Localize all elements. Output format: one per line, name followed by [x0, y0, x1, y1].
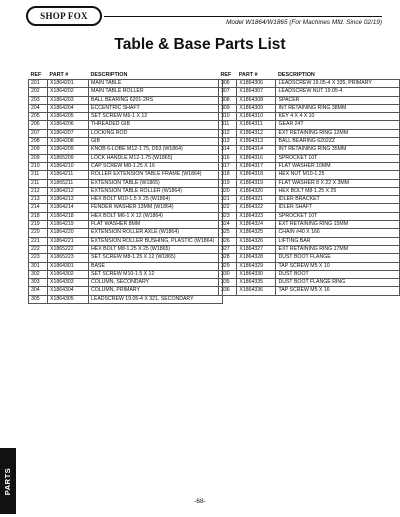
- description-cell: GEAR 24T: [276, 121, 400, 129]
- description-cell: CHAIN #40 X 166: [276, 229, 400, 237]
- ref-cell: 219: [29, 221, 48, 229]
- part-number-cell: X1864203: [48, 96, 89, 104]
- part-number-cell: X1864209: [48, 146, 89, 154]
- part-number-cell: X1864214: [48, 204, 89, 212]
- part-number-cell: X1864304: [48, 287, 89, 295]
- table-row: [219, 196, 400, 204]
- part-number-cell: X1864313: [237, 138, 276, 146]
- description-cell: SET SCREW M6-1 X 12: [89, 113, 223, 121]
- table-row: [29, 287, 223, 295]
- part-number-cell: X1864212: [48, 187, 89, 195]
- table-row: [29, 146, 223, 154]
- part-number-cell: X1864302: [48, 270, 89, 278]
- table-row: [29, 129, 223, 137]
- part-number-cell: X1864219: [48, 221, 89, 229]
- table-row: [219, 221, 400, 229]
- description-cell: HEX BOLT M8-1.25 X 25: [276, 187, 400, 195]
- table-row: [219, 162, 400, 170]
- part-number-cell: X1865223: [48, 254, 89, 262]
- description-cell: EXT RETAINING RING 17MM: [276, 245, 400, 253]
- part-number-cell: X1864317: [237, 162, 276, 170]
- part-number-cell: X1864208: [48, 138, 89, 146]
- ref-cell: 306: [219, 80, 237, 88]
- part-number-cell: X1864221: [48, 237, 89, 245]
- ref-cell: 209: [29, 146, 48, 154]
- table-row: [29, 270, 223, 278]
- table-header-row: [29, 71, 223, 80]
- part-number-cell: X1864213: [48, 196, 89, 204]
- part-number-cell: X1864205: [48, 113, 89, 121]
- description-cell: DUST BOOT FLANGE: [276, 254, 400, 262]
- table-row: [219, 88, 400, 96]
- description-cell: TAP SCREW M5 X 16: [276, 287, 400, 295]
- part-number-cell: X1864325: [237, 229, 276, 237]
- description-cell: LOCK HANDLE M12-1.75 (W1865): [89, 154, 223, 162]
- table-row: [219, 229, 400, 237]
- table-row: [29, 96, 223, 104]
- ref-cell: 202: [29, 88, 48, 96]
- parts-table-right: [218, 71, 400, 296]
- table-row: [29, 229, 223, 237]
- table-row: [219, 204, 400, 212]
- part-number-cell: X1864322: [237, 204, 276, 212]
- part-number-cell: X1864323: [237, 212, 276, 220]
- description-cell: EXTENSION ROLLER BUSHING, PLASTIC (W1864): [89, 237, 223, 245]
- description-cell: COLUMN, PRIMARY: [89, 287, 223, 295]
- description-cell: TAP SCREW M5 X 10: [276, 262, 400, 270]
- description-cell: THREADED GIB: [89, 121, 223, 129]
- ref-cell: 327: [219, 245, 237, 253]
- ref-cell: 208: [29, 138, 48, 146]
- ref-cell: 321: [219, 196, 237, 204]
- table-row: [219, 96, 400, 104]
- ref-cell: 336: [219, 287, 237, 295]
- description-cell: IDLER BRACKET: [276, 196, 400, 204]
- description-cell: HEX BOLT M10-1.5 X 25 (W1864): [89, 196, 223, 204]
- part-number-cell: X1864211: [48, 171, 89, 179]
- description-cell: EXT RETAINING RING 15MM: [276, 221, 400, 229]
- description-cell: MAIN TABLE: [89, 80, 223, 88]
- ref-cell: 322: [219, 204, 237, 212]
- part-number-cell: X1864201: [48, 80, 89, 88]
- ref-cell: 304: [29, 287, 48, 295]
- parts-table-right-body: [219, 80, 400, 296]
- ref-cell: 325: [219, 229, 237, 237]
- description-cell: SPROCKET 10T: [276, 154, 400, 162]
- part-number-cell: X1864220: [48, 229, 89, 237]
- ref-cell: 323: [219, 212, 237, 220]
- part-number-cell: X1864207: [48, 129, 89, 137]
- table-row: [29, 154, 223, 162]
- description-cell: BALL BEARING 6201-2RS: [89, 96, 223, 104]
- description-cell: SPACER: [276, 96, 400, 104]
- part-number-cell: X1864310: [237, 113, 276, 121]
- part-number-cell: X1864206: [48, 121, 89, 129]
- table-row: [29, 221, 223, 229]
- ref-cell: 302: [29, 270, 48, 278]
- part-number-cell: X1864330: [237, 270, 276, 278]
- table-row: [219, 270, 400, 278]
- part-number-cell: X1864306: [237, 80, 276, 88]
- ref-cell: 218: [29, 212, 48, 220]
- description-cell: HEX BOLT M6-1 X 12 (W1864): [89, 212, 223, 220]
- page-title: Table & Base Parts List: [114, 36, 286, 53]
- ref-cell: 319: [219, 179, 237, 187]
- ref-cell: 303: [29, 279, 48, 287]
- part-number-cell: X1864218: [48, 212, 89, 220]
- description-cell: LEADSCREW NUT 19.05-4: [276, 88, 400, 96]
- table-row: [29, 113, 223, 121]
- ref-cell: 335: [219, 279, 237, 287]
- part-number-cell: X1864326: [237, 237, 276, 245]
- part-number-cell: X1864305: [48, 295, 89, 303]
- table-row: [29, 187, 223, 195]
- parts-table-left: [28, 71, 223, 304]
- table-row: [219, 212, 400, 220]
- description-cell: BALL BEARING 6202ZZ: [276, 138, 400, 146]
- table-row: [219, 113, 400, 121]
- model-label: Model W1864/W1865 (For Machines Mfd. Since 02/19): [226, 19, 382, 26]
- part-number-cell: X1864327: [237, 245, 276, 253]
- ref-cell: 204: [29, 104, 48, 112]
- table-row: [219, 80, 400, 88]
- part-number-cell: X1864202: [48, 88, 89, 96]
- part-number-cell: X1864308: [237, 96, 276, 104]
- ref-cell: 209: [29, 154, 48, 162]
- ref-cell: 316: [219, 154, 237, 162]
- table-row: [219, 104, 400, 112]
- description-cell: LIFTING BAR: [276, 237, 400, 245]
- ref-cell: 320: [219, 187, 237, 195]
- part-number-cell: X1864335: [237, 279, 276, 287]
- ref-cell: 308: [219, 96, 237, 104]
- part-number-cell: X1865209: [48, 154, 89, 162]
- col-description-header: DESCRIPTION: [90, 72, 128, 78]
- description-cell: HEX NUT M10-1.25: [276, 171, 400, 179]
- description-cell: COLUMN, SECONDARY: [89, 279, 223, 287]
- table-row: [29, 162, 223, 170]
- ref-cell: 222: [29, 245, 48, 253]
- ref-cell: 311: [219, 121, 237, 129]
- ref-cell: 206: [29, 121, 48, 129]
- part-number-cell: X1864316: [237, 154, 276, 162]
- ref-cell: 312: [219, 129, 237, 137]
- table-header-row: [219, 71, 400, 80]
- ref-cell: 318: [219, 171, 237, 179]
- table-row: [219, 138, 400, 146]
- table-row: [29, 245, 223, 253]
- description-cell: DUST BOOT: [276, 270, 400, 278]
- part-number-cell: X1865222: [48, 245, 89, 253]
- table-row: [29, 237, 223, 245]
- ref-cell: 223: [29, 254, 48, 262]
- description-cell: ROLLER EXTENSION TABLE FRAME (W1864): [89, 171, 223, 179]
- logo-text: SHOP FOX: [40, 11, 88, 21]
- description-cell: LEADSCREW 19.05-4 X 321, SECONDARY: [89, 295, 223, 303]
- ref-cell: 324: [219, 221, 237, 229]
- table-row: [219, 287, 400, 295]
- part-number-cell: X1864303: [48, 279, 89, 287]
- description-cell: MAIN TABLE ROLLER: [89, 88, 223, 96]
- ref-cell: 313: [219, 138, 237, 146]
- description-cell: EXTENSION ROLLER AXLE (W1864): [89, 229, 223, 237]
- ref-cell: 307: [219, 88, 237, 96]
- col-ref-header: REF: [220, 72, 232, 78]
- ref-cell: 214: [29, 204, 48, 212]
- table-row: [219, 245, 400, 253]
- table-row: [29, 204, 223, 212]
- part-number-cell: X1864329: [237, 262, 276, 270]
- part-number-cell: X1864210: [48, 162, 89, 170]
- description-cell: INT RETAINING RING 38MM: [276, 104, 400, 112]
- col-description-header: DESCRIPTION: [277, 72, 315, 78]
- ref-cell: 205: [29, 113, 48, 121]
- part-number-cell: X1864324: [237, 221, 276, 229]
- description-cell: SET SCREW M8-1.25 X 12 (W1865): [89, 254, 223, 262]
- part-number-cell: X1864336: [237, 287, 276, 295]
- table-row: [29, 212, 223, 220]
- part-number-cell: X1864309: [237, 104, 276, 112]
- col-part-header: PART #: [238, 72, 258, 78]
- table-row: [29, 295, 223, 303]
- description-cell: INT RETAINING RING 35MM: [276, 146, 400, 154]
- part-number-cell: X1864318: [237, 171, 276, 179]
- part-number-cell: X1864307: [237, 88, 276, 96]
- page-number: -68-: [194, 498, 206, 505]
- description-cell: DUST BOOT FLANGE RING: [276, 279, 400, 287]
- table-row: [29, 171, 223, 179]
- ref-cell: 210: [29, 162, 48, 170]
- ref-cell: 309: [219, 104, 237, 112]
- table-row: [219, 154, 400, 162]
- ref-cell: 213: [29, 196, 48, 204]
- ref-cell: 201: [29, 80, 48, 88]
- parts-table-left-body: [29, 80, 223, 304]
- ref-cell: 314: [219, 146, 237, 154]
- table-row: [219, 171, 400, 179]
- description-cell: GIB: [89, 138, 223, 146]
- description-cell: FLAT WASHER 10MM: [276, 162, 400, 170]
- table-row: [29, 279, 223, 287]
- ref-cell: 207: [29, 129, 48, 137]
- description-cell: FENDER WASHER 13MM (W1864): [89, 204, 223, 212]
- table-row: [29, 254, 223, 262]
- part-number-cell: X1864321: [237, 196, 276, 204]
- part-number-cell: X1864314: [237, 146, 276, 154]
- table-row: [219, 129, 400, 137]
- ref-cell: 310: [219, 113, 237, 121]
- table-row: [29, 138, 223, 146]
- table-row: [219, 146, 400, 154]
- description-cell: EXTENSION TABLE (W1865): [89, 179, 223, 187]
- part-number-cell: X1864301: [48, 262, 89, 270]
- ref-cell: 211: [29, 179, 48, 187]
- ref-cell: 221: [29, 237, 48, 245]
- table-row: [219, 187, 400, 195]
- part-number-cell: X1865211: [48, 179, 89, 187]
- description-cell: FLAT WASHER 8MM: [89, 221, 223, 229]
- col-ref-header: REF: [30, 72, 42, 78]
- description-cell: CAP SCREW M8-1.25 X 16: [89, 162, 223, 170]
- table-row: [29, 179, 223, 187]
- side-tab-label: PARTS: [3, 467, 13, 495]
- ref-cell: 326: [219, 237, 237, 245]
- part-number-cell: X1864312: [237, 129, 276, 137]
- part-number-cell: X1864311: [237, 121, 276, 129]
- ref-cell: 203: [29, 96, 48, 104]
- table-row: [29, 196, 223, 204]
- table-row: [29, 121, 223, 129]
- table-row: [29, 80, 223, 88]
- shop-fox-logo: [26, 6, 102, 26]
- ref-cell: 301: [29, 262, 48, 270]
- part-number-cell: X1864319: [237, 179, 276, 187]
- header-rule: [104, 16, 382, 17]
- ref-cell: 328: [219, 254, 237, 262]
- description-cell: EXTENSION TABLE ROLLER (W1864): [89, 187, 223, 195]
- description-cell: IDLER SHAFT: [276, 204, 400, 212]
- description-cell: SET SCREW M10-1.5 X 12: [89, 270, 223, 278]
- table-row: [219, 237, 400, 245]
- part-number-cell: X1864328: [237, 254, 276, 262]
- ref-cell: 220: [29, 229, 48, 237]
- description-cell: HEX BOLT M8-1.25 X 25 (W1865): [89, 245, 223, 253]
- description-cell: ECCENTRIC SHAFT: [89, 104, 223, 112]
- ref-cell: 212: [29, 187, 48, 195]
- table-row: [219, 262, 400, 270]
- table-row: [219, 121, 400, 129]
- table-row: [219, 254, 400, 262]
- table-row: [29, 88, 223, 96]
- description-cell: SPROCKET 10T: [276, 212, 400, 220]
- part-number-cell: X1864204: [48, 104, 89, 112]
- table-row: [29, 104, 223, 112]
- ref-cell: 329: [219, 262, 237, 270]
- description-cell: LEADSCREW 19.05-4 X 335, PRIMARY: [276, 80, 400, 88]
- part-number-cell: X1864320: [237, 187, 276, 195]
- ref-cell: 211: [29, 171, 48, 179]
- description-cell: FLAT WASHER 8 X 22 X 3MM: [276, 179, 400, 187]
- col-part-header: PART #: [49, 72, 69, 78]
- table-row: [219, 279, 400, 287]
- ref-cell: 330: [219, 270, 237, 278]
- description-cell: KEY 4 X 4 X 10: [276, 113, 400, 121]
- description-cell: LOCKING ROD: [89, 129, 223, 137]
- table-row: [29, 262, 223, 270]
- ref-cell: 305: [29, 295, 48, 303]
- table-row: [219, 179, 400, 187]
- ref-cell: 317: [219, 162, 237, 170]
- description-cell: EXT RETAINING RING 12MM: [276, 129, 400, 137]
- description-cell: KNOB 6-LOBE M12-1.75, D53 (W1864): [89, 146, 223, 154]
- description-cell: BASE: [89, 262, 223, 270]
